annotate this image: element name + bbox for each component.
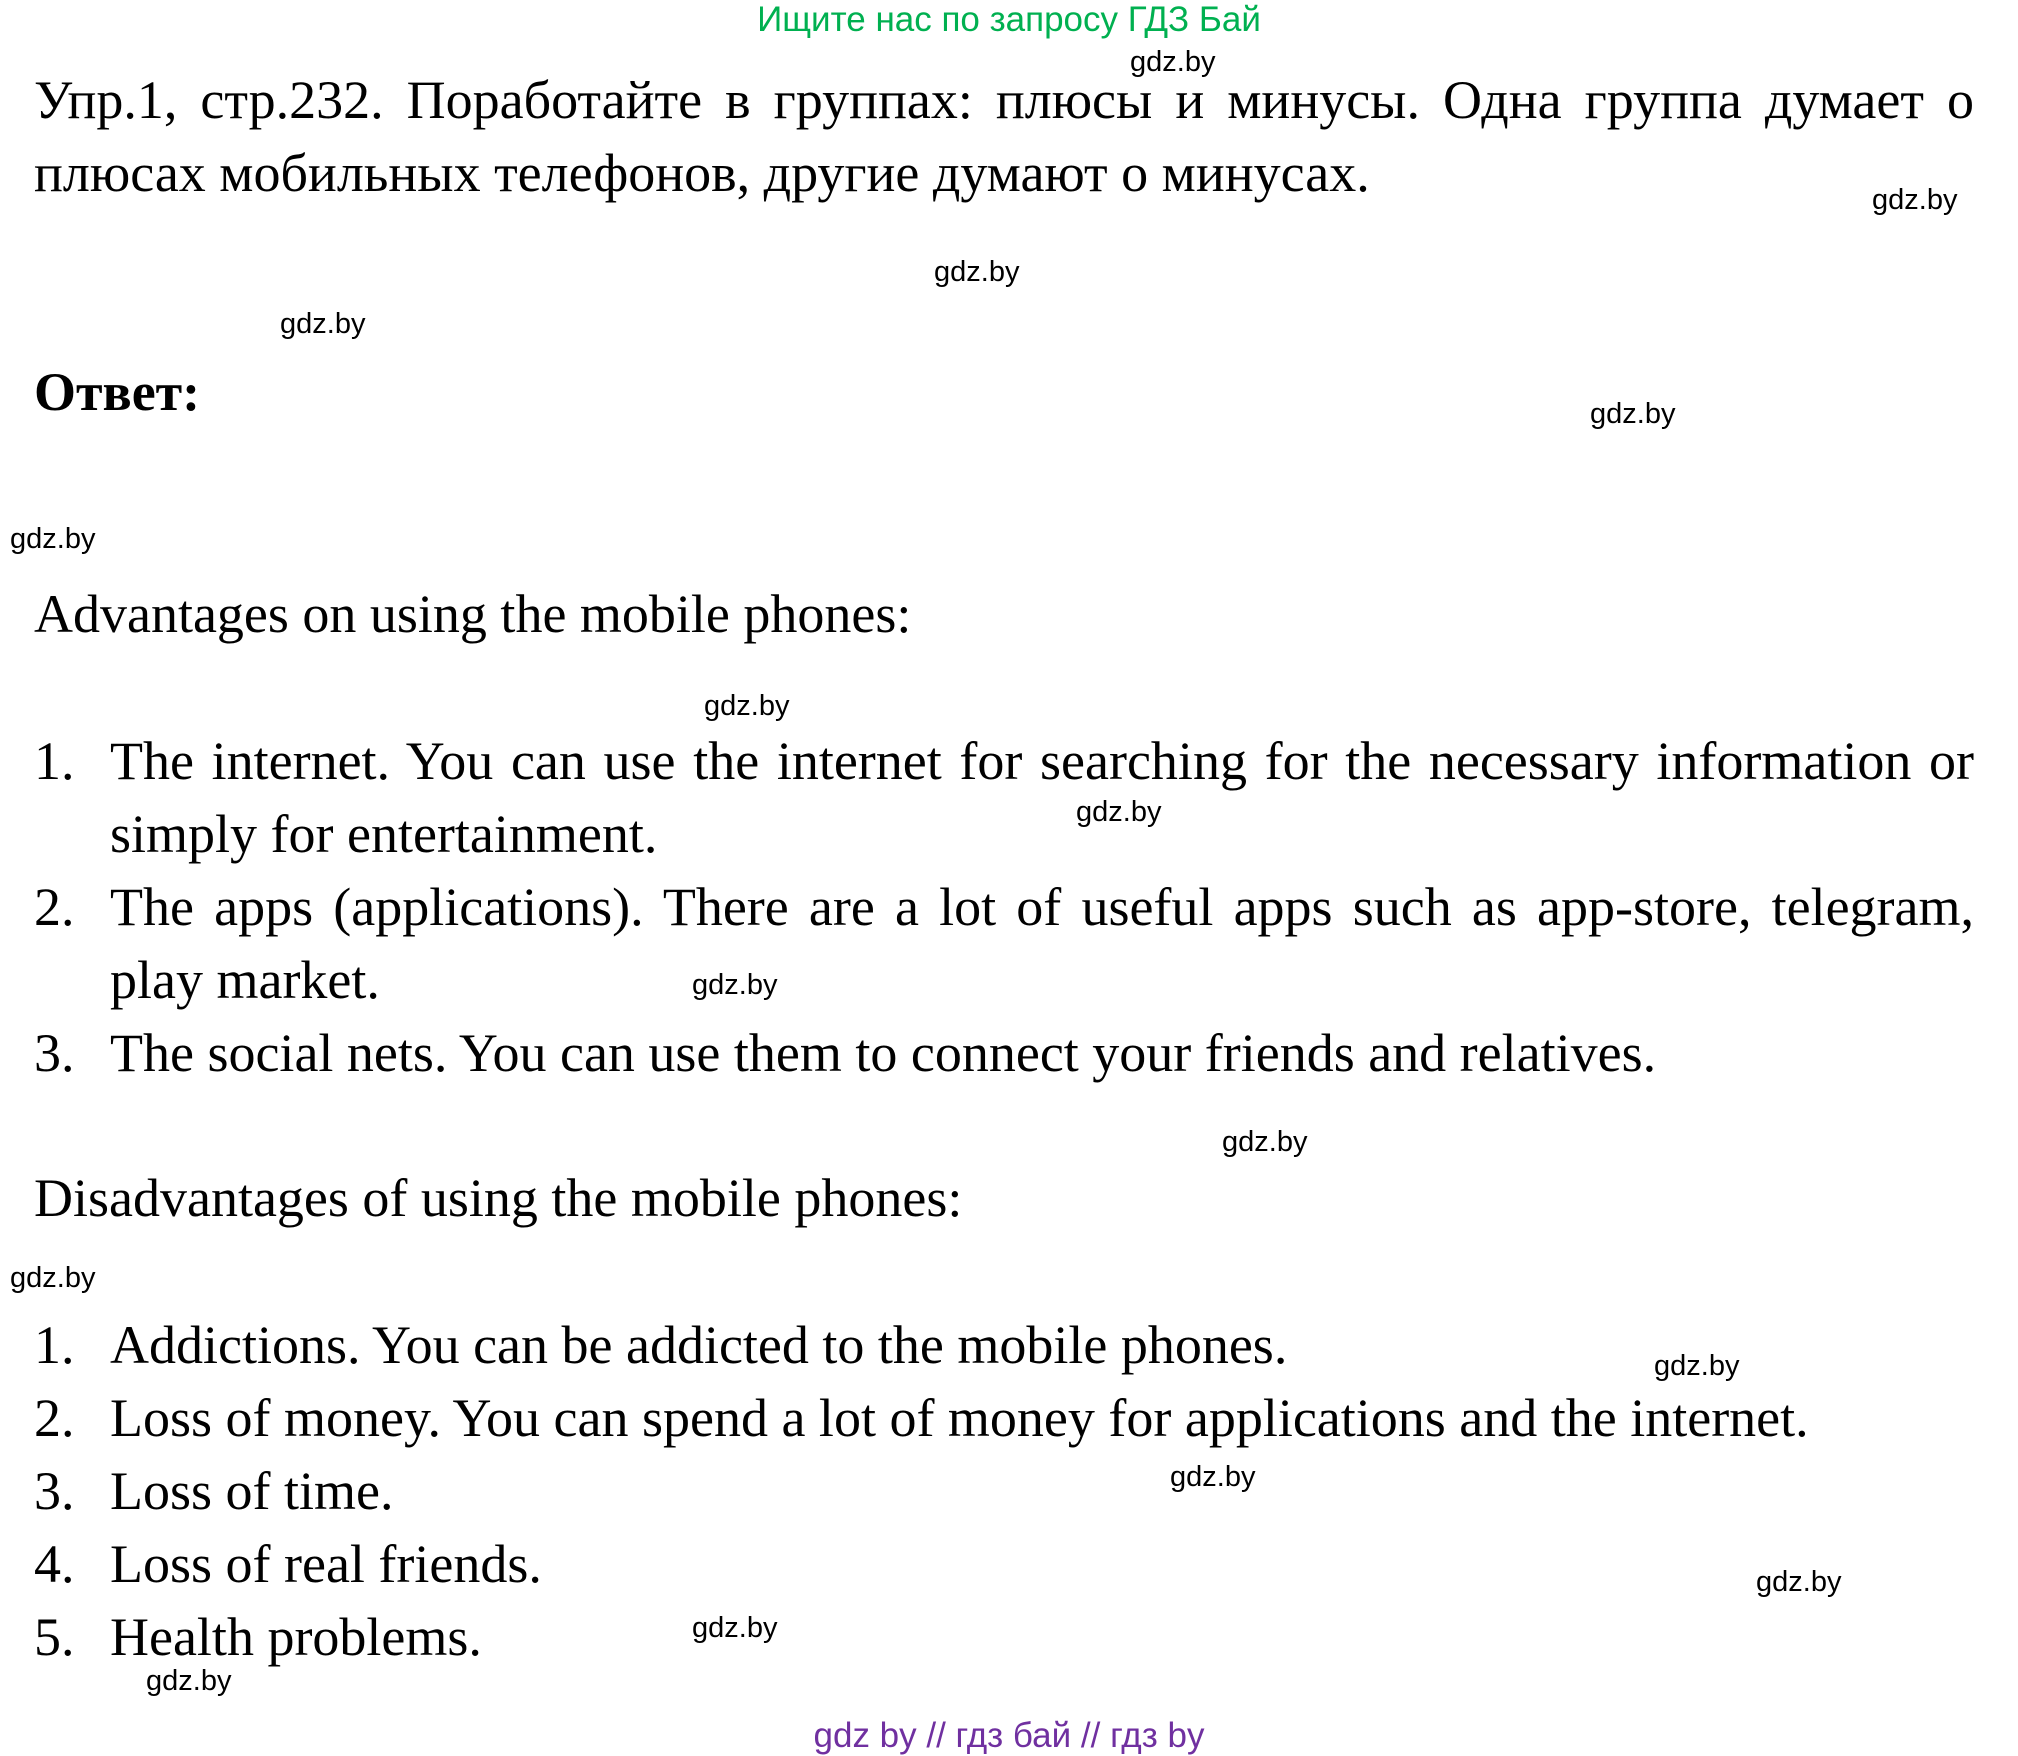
disadvantages-heading: Disadvantages of using the mobile phones: [34, 1168, 963, 1228]
list-item [34, 1382, 1974, 1455]
item-number: 3. [34, 1023, 75, 1083]
watermark: gdz.by [1756, 1566, 1842, 1598]
list-item [34, 871, 1974, 1017]
item-number: 2. [34, 877, 75, 937]
footer-links: gdz by // гдз бай // гдз by [813, 1716, 1205, 1755]
list-item [34, 1528, 1974, 1601]
list-item [34, 1017, 1974, 1090]
watermark: gdz.by [1130, 46, 1216, 78]
watermark: gdz.by [10, 1262, 96, 1294]
watermark: gdz.by [1222, 1126, 1308, 1158]
task-statement: Упр.1, стр.232. Поработайте в группах: плюсы и минусы. Одна группа думает о плюсах мобильных телефонов, другие думают о минусах. [34, 70, 1974, 203]
advantages-list [34, 725, 1974, 1090]
list-item [34, 725, 1974, 871]
watermark: gdz.by [1872, 184, 1958, 216]
item-text: Health problems. [110, 1607, 482, 1667]
watermark: gdz.by [280, 308, 366, 340]
watermark: gdz.by [1076, 796, 1162, 828]
watermark: gdz.by [692, 1612, 778, 1644]
watermark: gdz.by [934, 256, 1020, 288]
item-number: 3. [34, 1461, 75, 1521]
item-number: 1. [34, 1315, 75, 1375]
item-text: Loss of real friends. [110, 1534, 542, 1594]
watermark: gdz.by [1170, 1461, 1256, 1493]
list-item [34, 1455, 1974, 1528]
item-text: The social nets. You can use them to connect your friends and relatives. [110, 1023, 1657, 1083]
answer-heading: Ответ: [34, 362, 201, 422]
item-number: 2. [34, 1388, 75, 1448]
watermark: gdz.by [1654, 1350, 1740, 1382]
item-text: The internet. You can use the internet for searching for the necessary information or simply for entertainment. [110, 731, 1974, 864]
watermark: gdz.by [704, 690, 790, 722]
list-item [34, 1601, 1974, 1674]
watermark: gdz.by [146, 1665, 232, 1697]
watermark: gdz.by [1590, 398, 1676, 430]
item-text: Loss of money. You can spend a lot of money for applications and the internet. [110, 1388, 1809, 1448]
item-number: 1. [34, 731, 75, 791]
watermark: gdz.by [692, 969, 778, 1001]
item-number: 5. [34, 1607, 75, 1667]
top-banner: Ищите нас по запросу ГДЗ Бай [757, 0, 1261, 39]
item-text: Loss of time. [110, 1461, 394, 1521]
item-text: Addictions. You can be addicted to the mobile phones. [110, 1315, 1288, 1375]
advantages-heading: Advantages on using the mobile phones: [34, 584, 912, 644]
item-number: 4. [34, 1534, 75, 1594]
watermark: gdz.by [10, 523, 96, 555]
item-text: The apps (applications). There are a lot of useful apps such as app-store, telegram, play market. [110, 877, 1974, 1010]
